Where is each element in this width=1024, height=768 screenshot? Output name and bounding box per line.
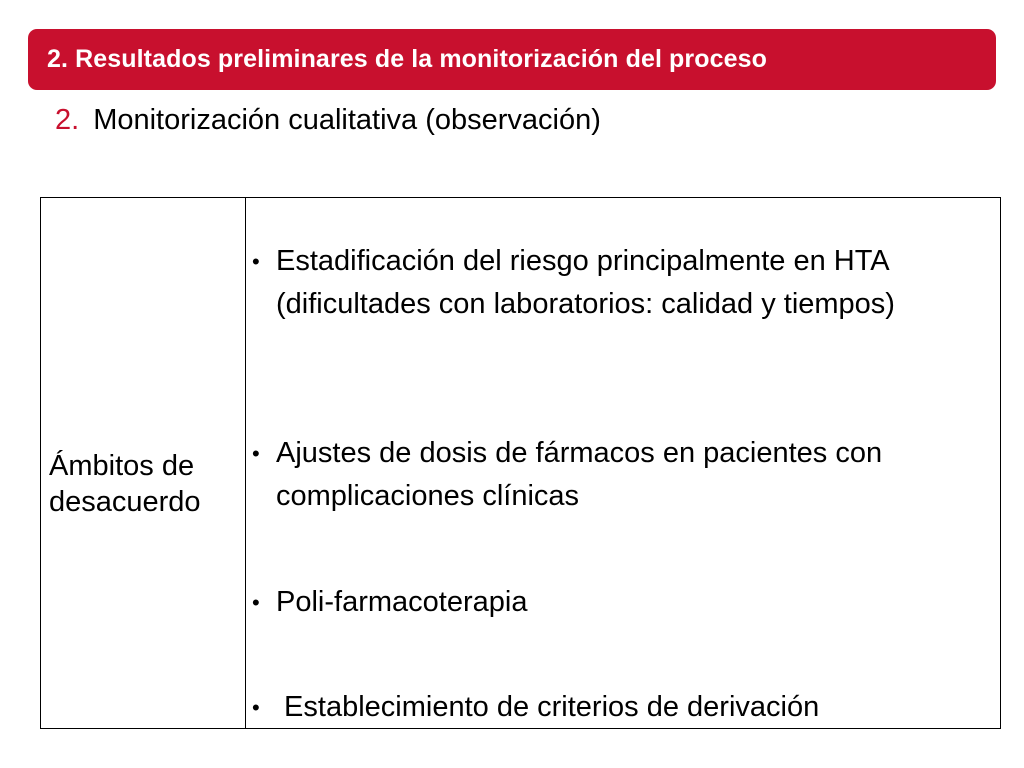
slide-title: 2. Resultados preliminares de la monitorización del proceso [47,45,767,73]
list-item [252,686,976,729]
row-header-cell [41,198,246,728]
content-table [40,197,1001,729]
list-item-text: Establecimiento de criterios de derivación [276,691,820,723]
list-item-text: Ajustes de dosis de fármacos en pacientes con complicaciones clínicas [276,437,883,512]
bullets-cell [246,198,1000,728]
title-banner [28,29,996,90]
row-header: Ámbitos de desacuerdo [49,450,201,518]
list-item [252,581,976,624]
section-title: Monitorización cualitativa (observación) [93,104,601,136]
bullet-icon: • [252,249,260,274]
list-item-text: Estadificación del riesgo principalmente en HTA (dificultades con laboratorios: calidad y tiempos) [276,245,895,320]
bullet-icon: • [252,441,260,466]
section-number: 2. [55,104,80,136]
list-item [252,240,976,326]
section-heading [55,102,601,138]
bullet-icon: • [252,590,260,615]
list-item-text: Poli-farmacoterapia [276,586,528,618]
bullet-icon: • [252,695,260,720]
list-item [252,432,976,518]
